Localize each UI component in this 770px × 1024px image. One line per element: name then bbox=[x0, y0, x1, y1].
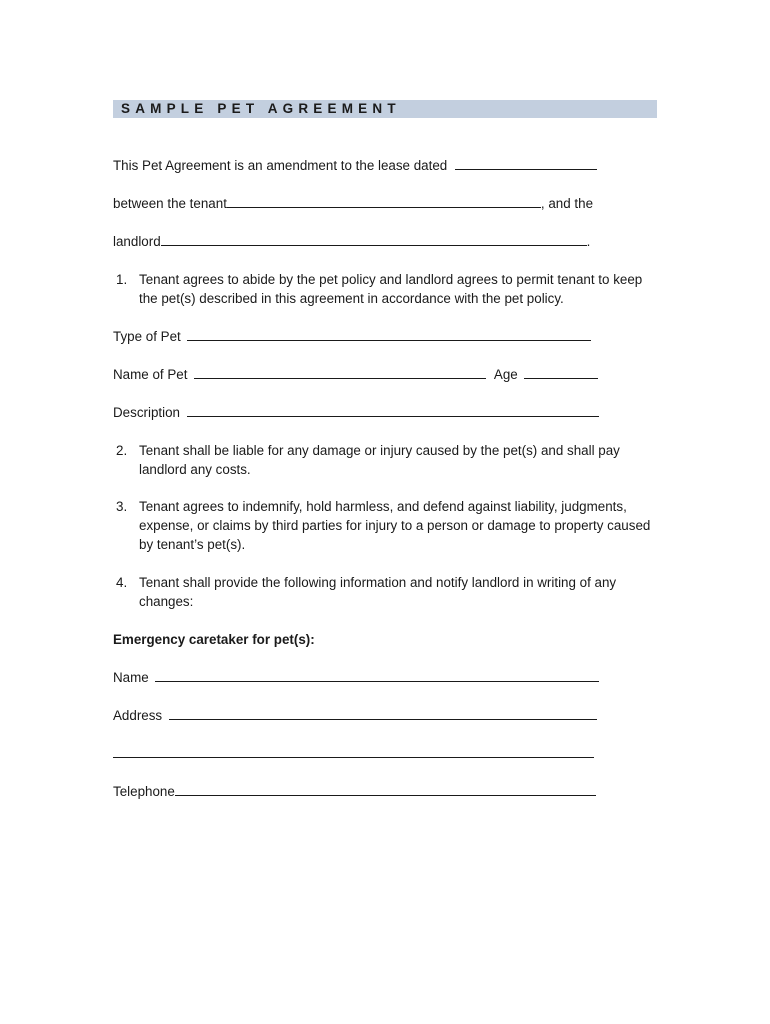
type-of-pet-label: Type of Pet bbox=[113, 329, 181, 344]
title-banner bbox=[113, 100, 657, 118]
tenant-name-field[interactable] bbox=[227, 195, 541, 208]
list-item-1 bbox=[113, 270, 663, 308]
name-of-pet-label: Name of Pet bbox=[113, 367, 188, 382]
list-text: Tenant agrees to abide by the pet policy and landlord agrees to permit tenant to keep the pet(s) described in this agreement in accordance with the pet policy. bbox=[139, 272, 643, 306]
list-item-3 bbox=[113, 497, 663, 554]
list-number: 1. bbox=[116, 272, 128, 287]
caretaker-name-row bbox=[113, 669, 599, 687]
tenant-label: between the tenant bbox=[113, 196, 227, 211]
description-field[interactable] bbox=[187, 404, 599, 417]
intro-line-tenant bbox=[113, 195, 593, 213]
intro-line-lease-date bbox=[113, 157, 597, 175]
type-of-pet-row bbox=[113, 328, 591, 346]
list-text: Tenant agrees to indemnify, hold harmless, and defend against liability, judgments, expense, or claims by third parties for injury to a person or damage to property caused by tenant’s pet(s). bbox=[139, 499, 651, 552]
description-row bbox=[113, 404, 599, 422]
list-number: 3. bbox=[116, 499, 128, 514]
caretaker-address-label: Address bbox=[113, 708, 163, 723]
caretaker-address-field[interactable] bbox=[169, 707, 597, 720]
caretaker-address-line-2-field[interactable] bbox=[113, 745, 594, 758]
intro-line-landlord bbox=[113, 233, 590, 251]
caretaker-telephone-field[interactable] bbox=[175, 783, 596, 796]
tenant-suffix: , and the bbox=[540, 196, 594, 211]
document-title: SAMPLE PET AGREEMENT bbox=[121, 101, 401, 116]
description-label: Description bbox=[113, 405, 180, 420]
list-item-2 bbox=[113, 441, 663, 479]
type-of-pet-field[interactable] bbox=[187, 328, 591, 341]
caretaker-telephone-row bbox=[113, 783, 596, 801]
caretaker-address-row bbox=[113, 707, 597, 725]
name-of-pet-field[interactable] bbox=[194, 366, 486, 379]
caretaker-telephone-label: Telephone bbox=[113, 784, 175, 799]
age-field[interactable] bbox=[524, 366, 598, 379]
landlord-suffix: . bbox=[586, 234, 591, 249]
lease-date-field[interactable] bbox=[455, 157, 597, 170]
list-number: 4. bbox=[116, 575, 128, 590]
caretaker-name-field[interactable] bbox=[155, 669, 599, 682]
list-text: Tenant shall be liable for any damage or injury caused by the pet(s) and shall pay landlord any costs. bbox=[139, 443, 620, 477]
name-of-pet-row bbox=[113, 366, 598, 384]
caretaker-name-label: Name bbox=[113, 670, 149, 685]
intro-text: This Pet Agreement is an amendment to the lease dated bbox=[113, 158, 448, 173]
landlord-label: landlord bbox=[113, 234, 161, 249]
caretaker-address-line-2-row bbox=[113, 745, 594, 763]
list-number: 2. bbox=[116, 443, 128, 458]
emergency-heading: Emergency caretaker for pet(s): bbox=[113, 632, 315, 647]
list-item-4 bbox=[113, 573, 663, 611]
list-text: Tenant shall provide the following information and notify landlord in writing of any changes: bbox=[139, 575, 617, 609]
landlord-name-field[interactable] bbox=[161, 233, 587, 246]
age-label: Age bbox=[493, 367, 518, 382]
